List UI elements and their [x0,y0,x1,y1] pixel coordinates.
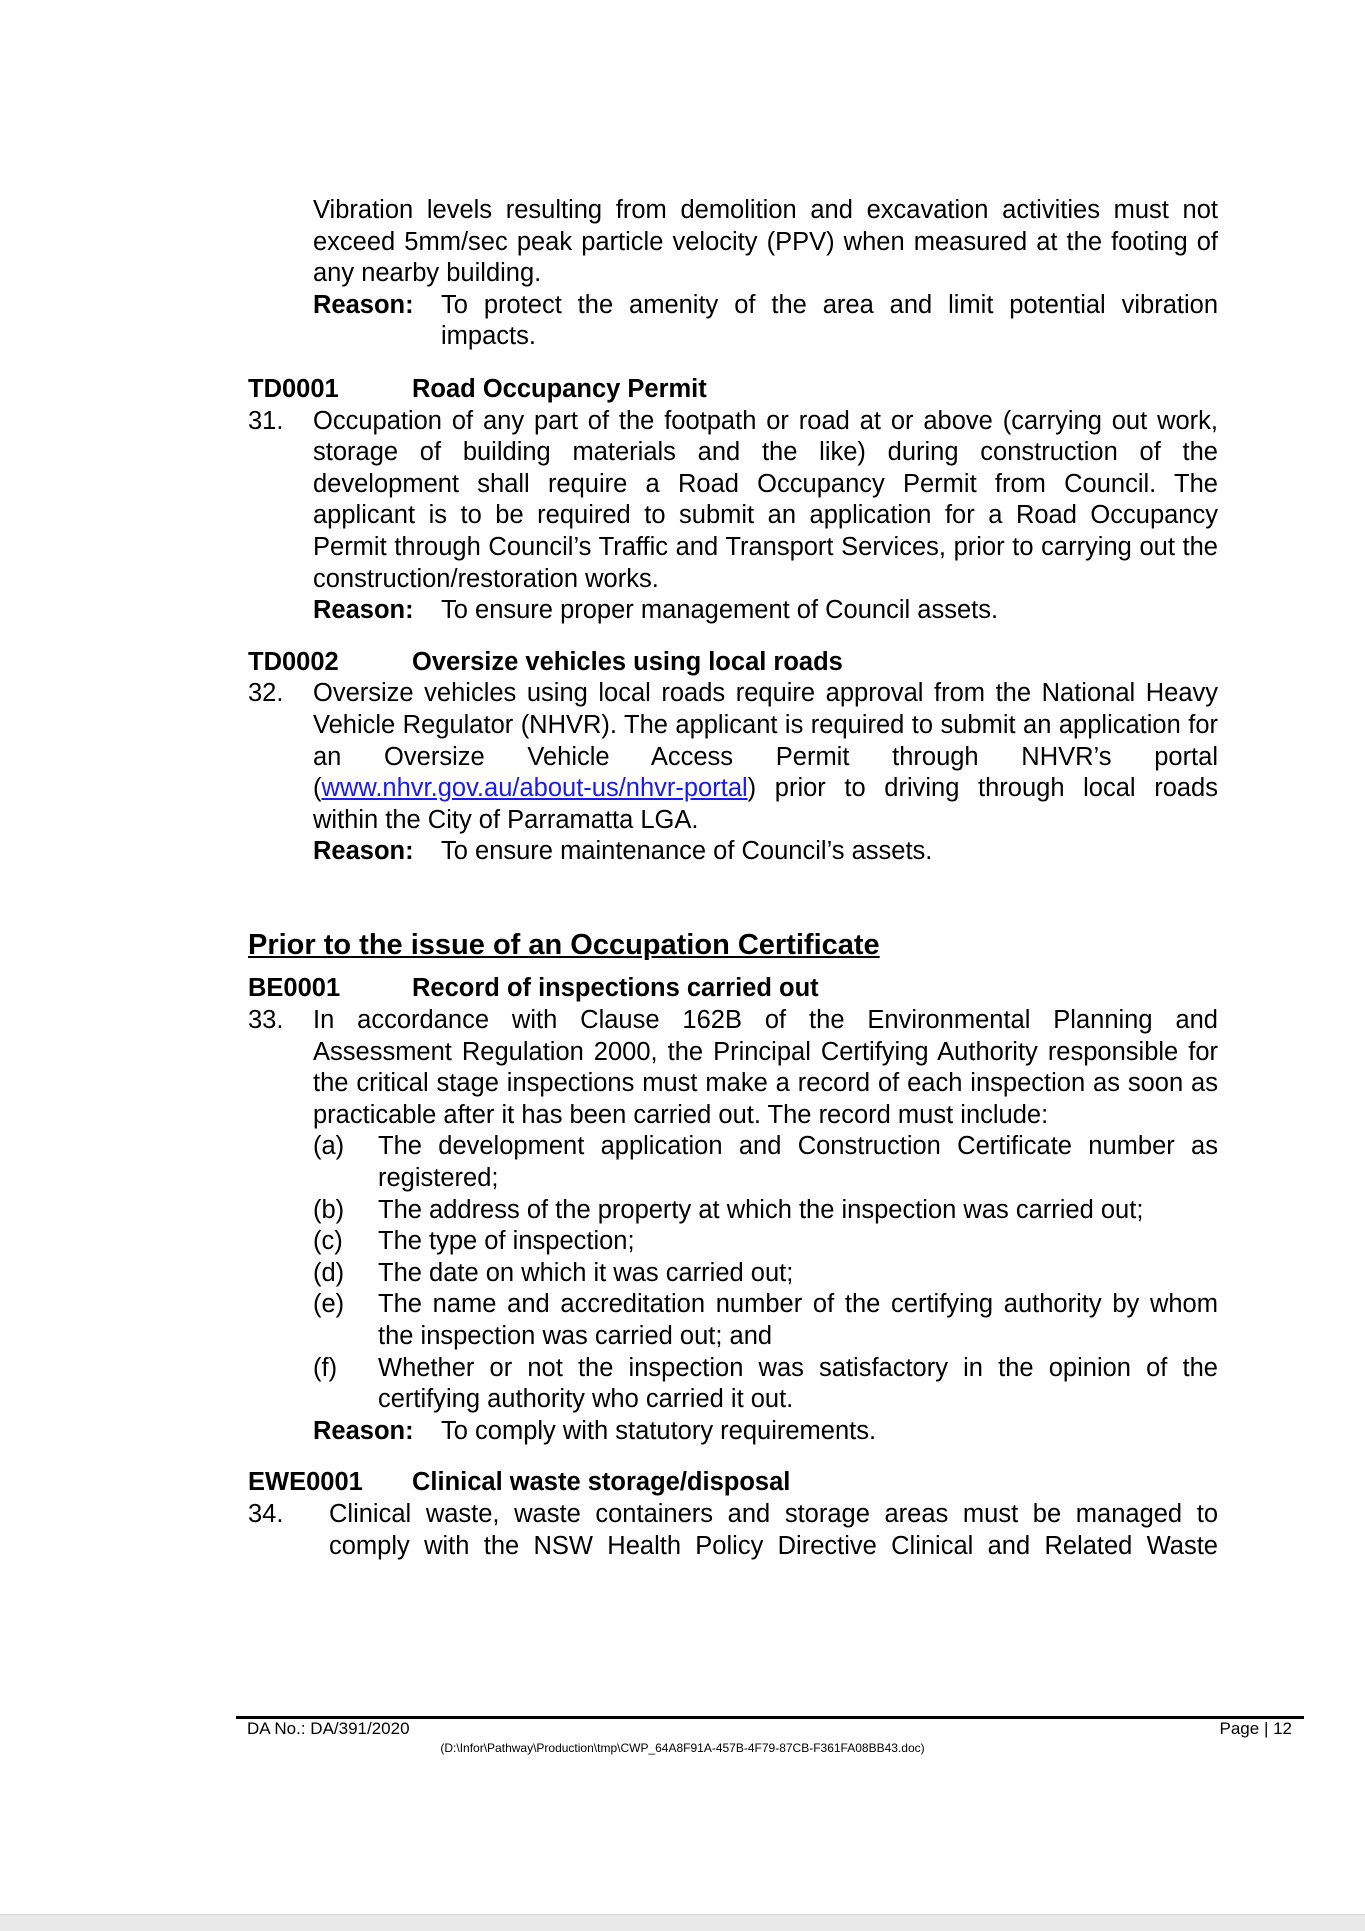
document-body [248,195,1218,1562]
condition-text [313,678,1218,836]
condition-number: 32. [248,679,284,708]
condition-title: Oversize vehicles using local roads [412,647,843,676]
condition-32 [248,678,1218,836]
condition-text: Occupation of any part of the footpath or road at or above (carrying out work, storage of building materials and the like) during construction of the development shall require a Road Occupancy Permit from Council. The applicant is to be required to submit an application for a Road Occupancy Permit through Council’s Traffic and Transport Services, prior to carrying out the construction/restoration works. [313,406,1218,593]
reason-label: Reason: [313,837,414,866]
list-item [313,1353,1218,1416]
list-item [313,1131,1218,1194]
list-item-text: Whether or not the inspection was satisfactory in the opinion of the certifying authority who carried it out. [378,1353,1218,1414]
list-item [313,1289,1218,1352]
list-item-letter: (e) [313,1290,345,1319]
reason-label: Reason: [313,596,414,625]
footer-da-number: DA No.: DA/391/2020 [247,1719,410,1738]
condition-34 [248,1499,1218,1562]
list-item-text: The type of inspection; [378,1227,635,1256]
condition-heading-ewe0001 [248,1467,1218,1499]
condition-31 [248,406,1218,596]
list-item-letter: (b) [313,1195,345,1224]
list-item-letter: (f) [313,1353,338,1382]
list-item-letter: (c) [313,1227,343,1256]
condition-33 [248,1005,1218,1131]
footer-page-number: Page | 12 [1219,1719,1292,1738]
nhvr-portal-link[interactable]: www.nhvr.gov.au/about-us/nhvr-portal [321,774,748,803]
list-item-letter: (a) [313,1132,345,1161]
condition-code: TD0002 [248,647,339,676]
list-item-text: The address of the property at which the inspection was carried out; [378,1195,1144,1224]
condition-heading-be0001 [248,973,1218,1005]
reason-text: To ensure maintenance of Council’s assets. [441,837,933,866]
section-heading: Prior to the issue of an Occupation Certificate [248,928,880,961]
condition-text-start: Oversize vehicles using local roads require approval from the National Heavy Vehicle Regulator (NHVR). The applicant is required to submit an application for an Oversize Vehicle Access Permit through NHVR’s portal ( [313,679,1218,803]
vibration-paragraph: Vibration levels resulting from demolition and excavation activities must not exceed 5mm/sec peak particle velocity (PPV) when measured at the footing of any nearby building. [313,196,1218,288]
condition-32-reason [313,836,1218,868]
condition-number: 34. [248,1499,284,1528]
vibration-reason [313,290,1218,353]
list-item-letter: (d) [313,1258,345,1287]
reason-label: Reason: [313,1416,414,1445]
list-item [313,1195,1218,1227]
reason-text: To ensure proper management of Council assets. [441,596,999,625]
list-item [313,1258,1218,1290]
condition-text-end: ) prior to driving through local roads within the City of Parramatta LGA. [313,774,1218,834]
condition-text: Clinical waste, waste containers and storage areas must be managed to comply with the NSW Health Policy Directive Clinical and Related Waste [329,1499,1218,1560]
condition-text: In accordance with Clause 162B of the Environmental Planning and Assessment Regulation 2000, the Principal Certifying Authority responsible for the critical stage inspections must make a record of each inspection as soon as practicable after it has been carried out. The record must include: [313,1006,1218,1129]
viewer-bottom-bar [0,1914,1365,1931]
condition-31-reason [313,595,1218,627]
condition-number: 33. [248,1006,284,1035]
list-item [313,1226,1218,1258]
list-item-text: The development application and Construction Certificate number as registered; [378,1132,1218,1193]
condition-title: Road Occupancy Permit [412,374,707,403]
condition-code: BE0001 [248,974,341,1003]
list-item-text: The date on which it was carried out; [378,1258,794,1287]
condition-number: 31. [248,406,284,435]
list-item-text: The name and accreditation number of the certifying authority by whom the inspection was carried out; and [378,1290,1218,1350]
condition-title: Clinical waste storage/disposal [412,1468,791,1497]
condition-heading-td0002 [248,647,1218,679]
condition-title: Record of inspections carried out [412,974,819,1003]
condition-code: TD0001 [248,374,339,403]
condition-33-reason [313,1416,1218,1448]
reason-label: Reason: [313,290,414,319]
reason-text: To protect the amenity of the area and limit potential vibration impacts. [441,290,1218,351]
reason-text: To comply with statutory requirements. [441,1416,877,1445]
condition-code: EWE0001 [248,1468,363,1497]
footer-file-path: (D:\Infor\Pathway\Production\tmp\CWP_64A8F91A-457B-4F79-87CB-F361FA08BB43.doc) [440,1741,925,1755]
condition-heading-td0001 [248,374,1218,406]
